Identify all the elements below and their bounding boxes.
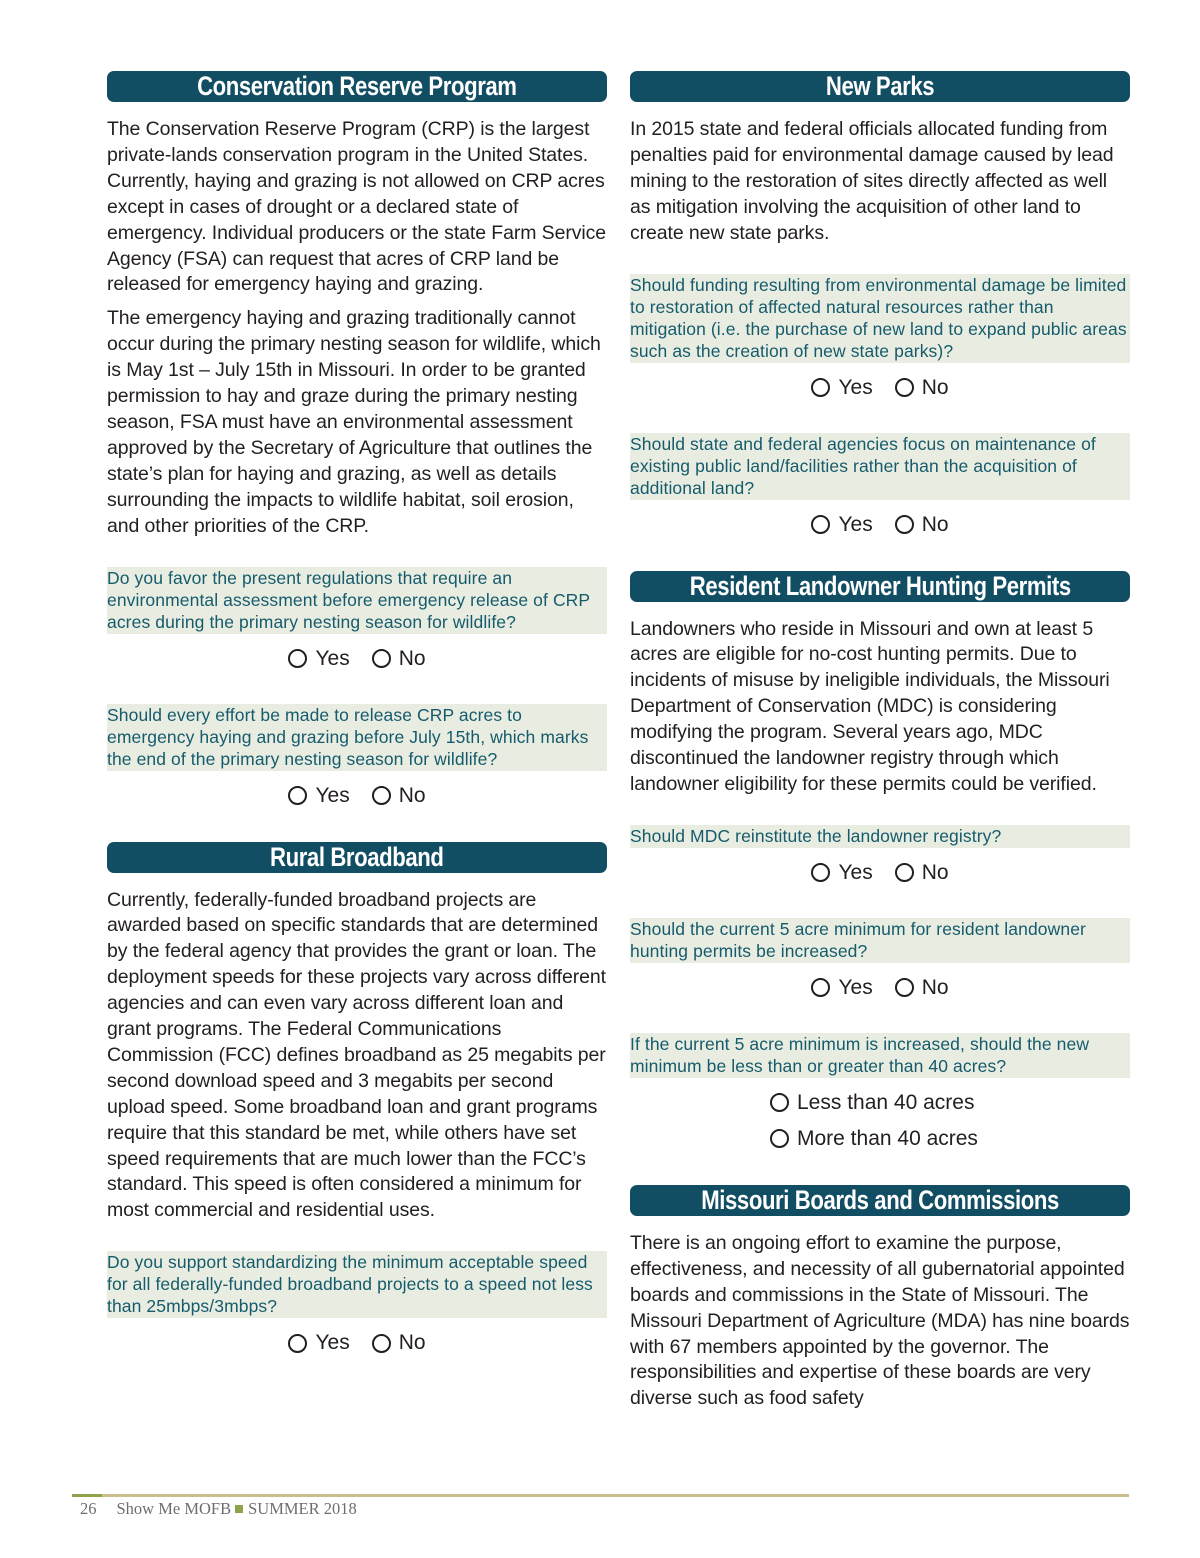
radio-icon[interactable] [770, 1093, 789, 1112]
footer-rule [72, 1494, 1129, 1497]
hunting-q1-yes[interactable]: Yes [811, 861, 872, 885]
hunting-question-3: If the current 5 acre minimum is increased, should the new minimum be less than or greater than 40 acres? [630, 1033, 1130, 1078]
radio-icon[interactable] [811, 515, 830, 534]
radio-icon[interactable] [895, 978, 914, 997]
hunting-q1-no[interactable]: No [895, 861, 949, 885]
boards-title: Missouri Boards and Commissions [701, 1184, 1059, 1215]
broadband-q1-yes[interactable]: Yes [288, 1331, 349, 1355]
boards-paragraph-1: There is an ongoing effort to examine the purpose, effectiveness, and necessity of all gubernatorial appointed boards and commissions in the State of Missouri. The Missouri Department of Agriculture (MDA) has nine boards with 67 members appointed by the governor. The responsibilities and expertise of these boards are very diverse such as food safety [630, 1231, 1130, 1410]
crp-paragraph-1: The Conservation Reserve Program (CRP) is the largest private-lands conservation program in the United States. Currently, haying and grazing is not allowed on CRP acres except in cases of drought or a declared state of emergency. Individual producers or the state Farm Service Agency (FSA) can request that acres of CRP land be released for emergency haying and grazing. [107, 118, 606, 296]
radio-icon[interactable] [811, 378, 830, 397]
parks-q2-options [630, 513, 1130, 537]
parks-q1-no[interactable]: No [895, 376, 949, 400]
hunting-q3-less[interactable]: Less than 40 acres [770, 1091, 990, 1115]
broadband-section-header [107, 842, 607, 873]
crp-q2-no[interactable]: No [372, 784, 426, 808]
radio-icon[interactable] [811, 863, 830, 882]
hunting-paragraph-1: Landowners who reside in Missouri and own at least 5 acres are eligible for no-cost hunting permits. Due to incidents of misuse by ineligible individuals, the Missouri Department of Conservation (MDC) is considering modifying the program. Several years ago, MDC discontinued the landowner registry through which landowner eligibility for these permits could be verified. [630, 617, 1110, 795]
crp-q1-no[interactable]: No [372, 647, 426, 671]
boards-section-header [630, 1185, 1130, 1216]
parks-q2-yes[interactable]: Yes [811, 513, 872, 537]
radio-icon[interactable] [770, 1129, 789, 1148]
broadband-q1-no[interactable]: No [372, 1331, 426, 1355]
radio-icon[interactable] [811, 978, 830, 997]
radio-icon[interactable] [372, 649, 391, 668]
crp-title: Conservation Reserve Program [197, 71, 517, 101]
parks-question-2: Should state and federal agencies focus on maintenance of existing public land/facilities rather than the acquisition of additional land? [630, 433, 1130, 500]
right-column [630, 71, 1130, 1412]
crp-q1-yes[interactable]: Yes [288, 647, 349, 671]
parks-question-1: Should funding resulting from environmental damage be limited to restoration of affected natural resources rather than mitigation (i.e. the purchase of new land to expand public areas such as the creation of new state parks)? [630, 274, 1130, 363]
radio-icon[interactable] [372, 786, 391, 805]
publication-name: Show Me MOFB [116, 1499, 232, 1518]
parks-paragraph-1: In 2015 state and federal officials allocated funding from penalties paid for environmental damage caused by lead mining to the restoration of sites directly affected as well as mitigation involving the acquisition of other land to create new state parks. [630, 118, 1114, 244]
page-number: 26 [80, 1499, 97, 1518]
parks-section-header [630, 71, 1130, 102]
crp-section-header [107, 71, 607, 102]
issue-date: SUMMER 2018 [248, 1499, 357, 1518]
crp-question-1: Do you favor the present regulations that require an environmental assessment before emergency release of CRP acres during the primary nesting season for wildlife? [107, 567, 607, 634]
radio-icon[interactable] [372, 1334, 391, 1353]
crp-q2-options [107, 784, 607, 808]
radio-icon[interactable] [895, 515, 914, 534]
radio-icon[interactable] [288, 1334, 307, 1353]
parks-title: New Parks [825, 71, 935, 101]
hunting-question-2: Should the current 5 acre minimum for resident landowner hunting permits be increased? [630, 918, 1130, 963]
hunting-q1-options [630, 861, 1130, 885]
hunting-q2-options [630, 976, 1130, 1000]
radio-icon[interactable] [895, 863, 914, 882]
radio-icon[interactable] [895, 378, 914, 397]
radio-icon[interactable] [288, 786, 307, 805]
broadband-paragraph-1: Currently, federally-funded broadband projects are awarded based on specific standards that are determined by the federal agency that provides the grant or loan. The deployment speeds for these projects vary across different agencies and can even vary across different loan and grant programs. The Federal Communications Commission (FCC) defines broadband as 25 megabits per second download speed and 3 megabits per second upload speed. Some broadband loan and grant programs require that this standard be met, while others have set speed requirements that are much lower than the FCC’s standard. This speed is often considered a minimum for most commercial and residential uses. [107, 888, 606, 1222]
square-bullet-icon [235, 1505, 243, 1513]
radio-icon[interactable] [288, 649, 307, 668]
hunting-q3-options [630, 1091, 1130, 1151]
parks-q1-options [630, 376, 1130, 400]
parks-q2-no[interactable]: No [895, 513, 949, 537]
hunting-q2-no[interactable]: No [895, 976, 949, 1000]
hunting-q2-yes[interactable]: Yes [811, 976, 872, 1000]
crp-q2-yes[interactable]: Yes [288, 784, 349, 808]
crp-question-2: Should every effort be made to release CRP acres to emergency haying and grazing before July 15th, which marks the end of the primary nesting season for wildlife? [107, 704, 607, 771]
parks-q1-yes[interactable]: Yes [811, 376, 872, 400]
broadband-q1-options [107, 1331, 607, 1355]
hunting-q3-more[interactable]: More than 40 acres [770, 1127, 990, 1151]
broadband-question-1: Do you support standardizing the minimum acceptable speed for all federally-funded broadband projects to a speed not less than 25mbps/3mbps? [107, 1251, 607, 1318]
hunting-title: Resident Landowner Hunting Permits [689, 570, 1071, 601]
hunting-question-1: Should MDC reinstitute the landowner registry? [630, 825, 1130, 848]
hunting-section-header [630, 571, 1130, 602]
crp-paragraph-2: The emergency haying and grazing traditionally cannot occur during the primary nesting season for wildlife, which is May 1st – July 15th in Missouri. In order to be granted permission to hay and graze during the primary nesting season, FSA must have an environmental assessment approved by the Secretary of Agriculture that outlines the state’s plan for haying and grazing, as well as details surrounding the impacts to wildlife habitat, soil erosion, and other priorities of the CRP. [107, 307, 601, 537]
crp-q1-options [107, 647, 607, 671]
broadband-title: Rural Broadband [270, 841, 444, 872]
footer [80, 1499, 357, 1519]
left-column [107, 71, 607, 1355]
